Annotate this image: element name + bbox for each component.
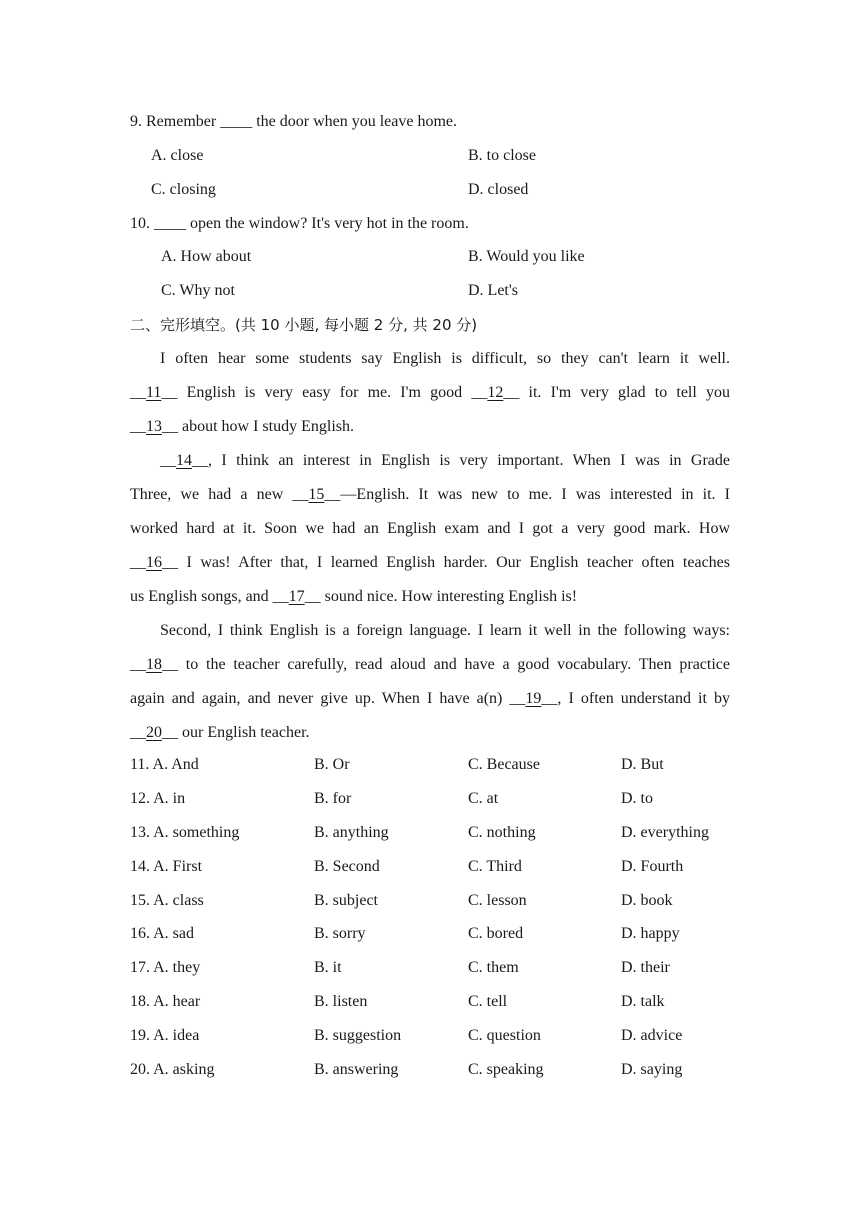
choice-20-b: B. answering (314, 1061, 399, 1078)
blank-17: 17 (288, 588, 305, 605)
choice-19-c: C. question (468, 1027, 541, 1044)
choice-18-d: D. talk (621, 993, 665, 1010)
passage-line: __16__ I was! After that, I learned English harder. Our English teacher often teaches (130, 554, 730, 571)
passage-line: I often hear some students say English is difficult, so they can't learn it well. (160, 350, 730, 367)
passage-line: Second, I think English is a foreign language. I learn it well in the following ways: (160, 622, 730, 639)
passage-line: Three, we had a new __15__—English. It was new to me. I was interested in it. I (130, 486, 730, 503)
q10-option-a: A. How about (161, 248, 252, 265)
q9-option-a: A. close (151, 147, 204, 164)
cloze-passage (130, 349, 730, 757)
choice-15-d: D. book (621, 892, 673, 909)
choice-12-a: 12. A. in (130, 790, 186, 807)
blank-12: 12 (487, 384, 504, 401)
choice-17-b: B. it (314, 959, 342, 976)
choice-18-a: 18. A. hear (130, 993, 201, 1010)
blank-20: 20 (146, 724, 162, 741)
section-heading-cloze: 二、完形填空。(共 10 小题, 每小题 2 分, 共 20 分) (130, 316, 478, 334)
blank-15: 15 (308, 486, 325, 503)
choice-11-b: B. Or (314, 756, 350, 773)
question-9-stem: 9. Remember ____ the door when you leave home. (130, 113, 458, 130)
blank-19: 19 (525, 690, 542, 707)
choice-17-a: 17. A. they (130, 959, 201, 976)
choice-15-a: 15. A. class (130, 892, 204, 909)
passage-line: again and again, and never give up. When I have a(n) __19__, I often understand it by (130, 690, 731, 707)
choice-12-d: D. to (621, 790, 653, 807)
q10-option-d: D. Let's (468, 282, 518, 299)
blank-16: 16 (146, 554, 162, 571)
choice-13-b: B. anything (314, 824, 389, 841)
choice-19-b: B. suggestion (314, 1027, 402, 1044)
choice-14-a: 14. A. First (130, 858, 203, 875)
q10-option-c: C. Why not (161, 282, 235, 299)
choice-11-d: D. But (621, 756, 664, 773)
q10-option-b: B. Would you like (468, 248, 585, 265)
choice-14-c: C. Third (468, 858, 522, 875)
passage-line: __18__ to the teacher carefully, read aloud and have a good vocabulary. Then practice (130, 656, 730, 673)
choice-13-c: C. nothing (468, 824, 536, 841)
passage-line: __13__ about how I study English. (130, 418, 354, 435)
blank-11: 11 (146, 384, 162, 401)
choice-15-b: B. subject (314, 892, 378, 909)
q9-option-d: D. closed (468, 181, 529, 198)
q9-option-c: C. closing (151, 181, 216, 198)
choice-11-c: C. Because (468, 756, 540, 773)
choice-13-a: 13. A. something (130, 824, 240, 841)
choice-19-d: D. advice (621, 1027, 683, 1044)
choice-20-d: D. saying (621, 1061, 683, 1078)
choice-14-b: B. Second (314, 858, 380, 875)
choice-16-b: B. sorry (314, 925, 366, 942)
passage-line: __11__ English is very easy for me. I'm good __12__ it. I'm very glad to tell you (130, 384, 731, 401)
choice-20-a: 20. A. asking (130, 1061, 215, 1078)
q9-option-b: B. to close (468, 147, 536, 164)
passage-line: __14__, I think an interest in English is very important. When I was in Grade (160, 452, 730, 469)
choice-12-c: C. at (468, 790, 499, 807)
blank-18: 18 (146, 656, 162, 673)
passage-line: worked hard at it. Soon we had an English exam and I got a very good mark. How (130, 520, 730, 537)
blank-14: 14 (176, 452, 192, 469)
choice-14-d: D. Fourth (621, 858, 684, 875)
blank-13: 13 (146, 418, 162, 435)
question-10-stem: 10. ____ open the window? It's very hot in the room. (130, 215, 469, 232)
choice-20-c: C. speaking (468, 1061, 544, 1078)
choice-16-c: C. bored (468, 925, 524, 942)
choice-16-d: D. happy (621, 925, 680, 942)
passage-line: us English songs, and __17__ sound nice. How interesting English is! (130, 588, 578, 605)
choice-16-a: 16. A. sad (130, 925, 194, 942)
choice-19-a: 19. A. idea (130, 1027, 200, 1044)
choice-17-c: C. them (468, 959, 519, 976)
choice-17-d: D. their (621, 959, 670, 976)
choice-13-d: D. everything (621, 824, 709, 841)
choice-18-b: B. listen (314, 993, 368, 1010)
choice-15-c: C. lesson (468, 892, 527, 909)
choice-12-b: B. for (314, 790, 352, 807)
passage-line: __20__ our English teacher. (130, 724, 310, 741)
choice-18-c: C. tell (468, 993, 508, 1010)
choice-11-a: 11. A. And (130, 756, 199, 773)
